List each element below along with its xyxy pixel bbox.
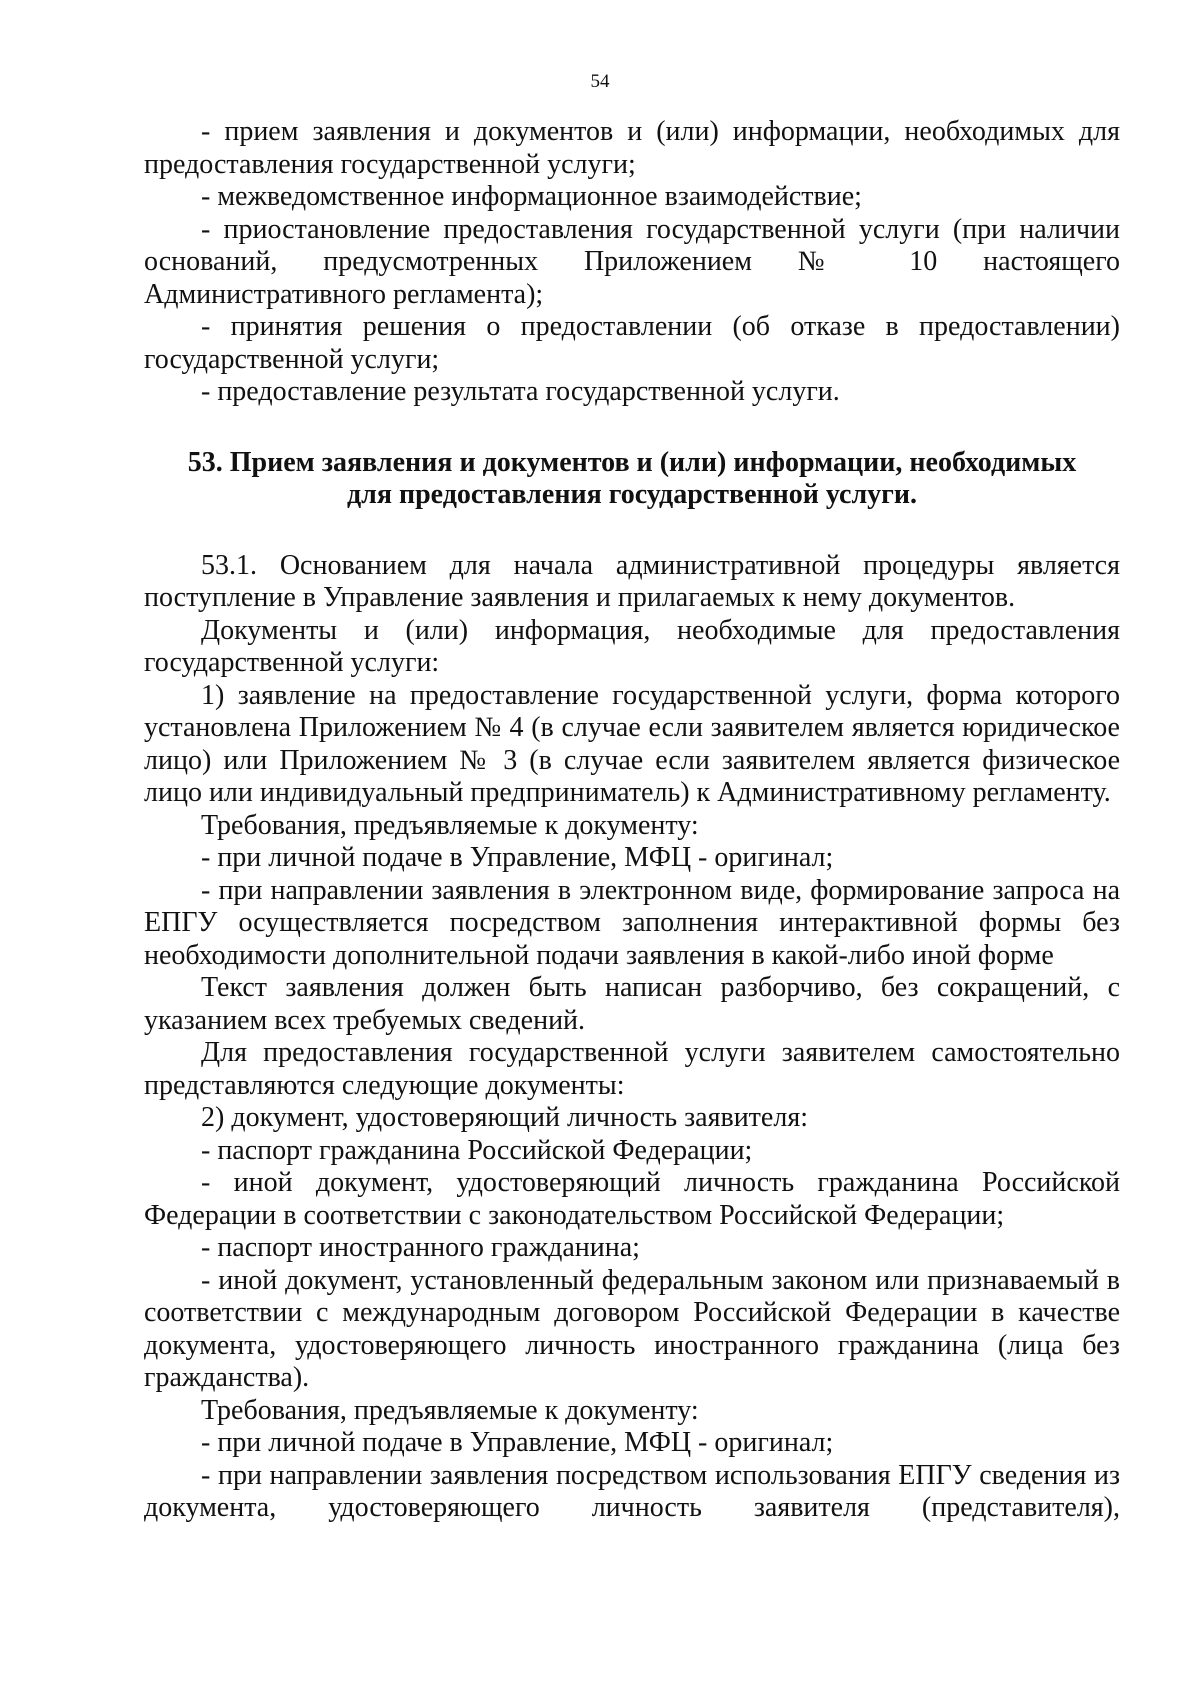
section-heading-line: 53. Прием заявления и документов и (или) информации, необходимых [187, 446, 1077, 478]
list-item: - принятия решения о предоставлении (об отказе в предоставлении) государственной услуги; [144, 311, 1120, 375]
paragraph: Требования, предъявляемые к документу: [201, 1394, 699, 1426]
paragraph: Требования, предъявляемые к документу: [201, 809, 699, 841]
paragraph: - паспорт иностранного гражданина; [201, 1232, 640, 1263]
page-number: 54 [590, 71, 610, 92]
paragraph: Документы и (или) информация, необходимые для предоставления государственной услуги: [144, 614, 1120, 678]
paragraph: - паспорт гражданина Российской Федерации; [201, 1134, 753, 1166]
document-body [144, 116, 1120, 1525]
paragraph: - при личной подаче в Управление, МФЦ - оригинал; [201, 842, 834, 873]
paragraph: - иной документ, установленный федеральным законом или признаваемый в соответствии с международным договором Российской Федерации в качестве документа, удостоверяющего личность иностранного гражданина (лица без гражданства). [144, 1264, 1120, 1393]
list-item: - предоставление результата государственной услуги. [201, 376, 840, 407]
paragraph: - иной документ, удостоверяющий личность гражданина Российской Федерации в соответствии с законодательством Российской Федерации; [144, 1167, 1120, 1231]
section-heading-line: для предоставления государственной услуги. [346, 479, 918, 510]
list-item: - прием заявления и документов и (или) информации, необходимых для предоставления государственной услуги; [144, 116, 1120, 180]
paragraph: 1) заявление на предоставление государственной услуги, форма которого установлена Приложением № 4 (в случае если заявителем является юридическое лицо) или Приложением № 3 (в случае если заявителем является физическое лицо или индивидуальный предприниматель) к Административному регламенту. [144, 679, 1120, 808]
paragraph: - при личной подаче в Управление, МФЦ - оригинал; [201, 1427, 834, 1458]
paragraph: Текст заявления должен быть написан разборчиво, без сокращений, с указанием всех требуемых сведений. [144, 972, 1120, 1036]
paragraph: 2) документ, удостоверяющий личность заявителя: [201, 1102, 808, 1133]
paragraph: Для предоставления государственной услуги заявителем самостоятельно представляются следующие документы: [144, 1037, 1120, 1101]
list-item: - межведомственное информационное взаимодействие; [201, 181, 862, 212]
section-heading [144, 447, 1120, 512]
paragraph: - при направлении заявления посредством использования ЕПГУ сведения из документа, удостоверяющего личность заявителя (представителя), [144, 1459, 1120, 1523]
paragraph: 53.1. Основанием для начала административной процедуры является поступление в Управление заявления и прилагаемых к нему документов. [144, 549, 1120, 613]
paragraph: - при направлении заявления в электронном виде, формирование запроса на ЕПГУ осуществляется посредством заполнения интерактивной формы без необходимости дополнительной подачи заявления в какой-либо иной форме [144, 874, 1120, 971]
list-item: - приостановление предоставления государственной услуги (при наличии оснований, предусмотренных Приложением № 10 настоящего Административного регламента); [144, 213, 1120, 310]
